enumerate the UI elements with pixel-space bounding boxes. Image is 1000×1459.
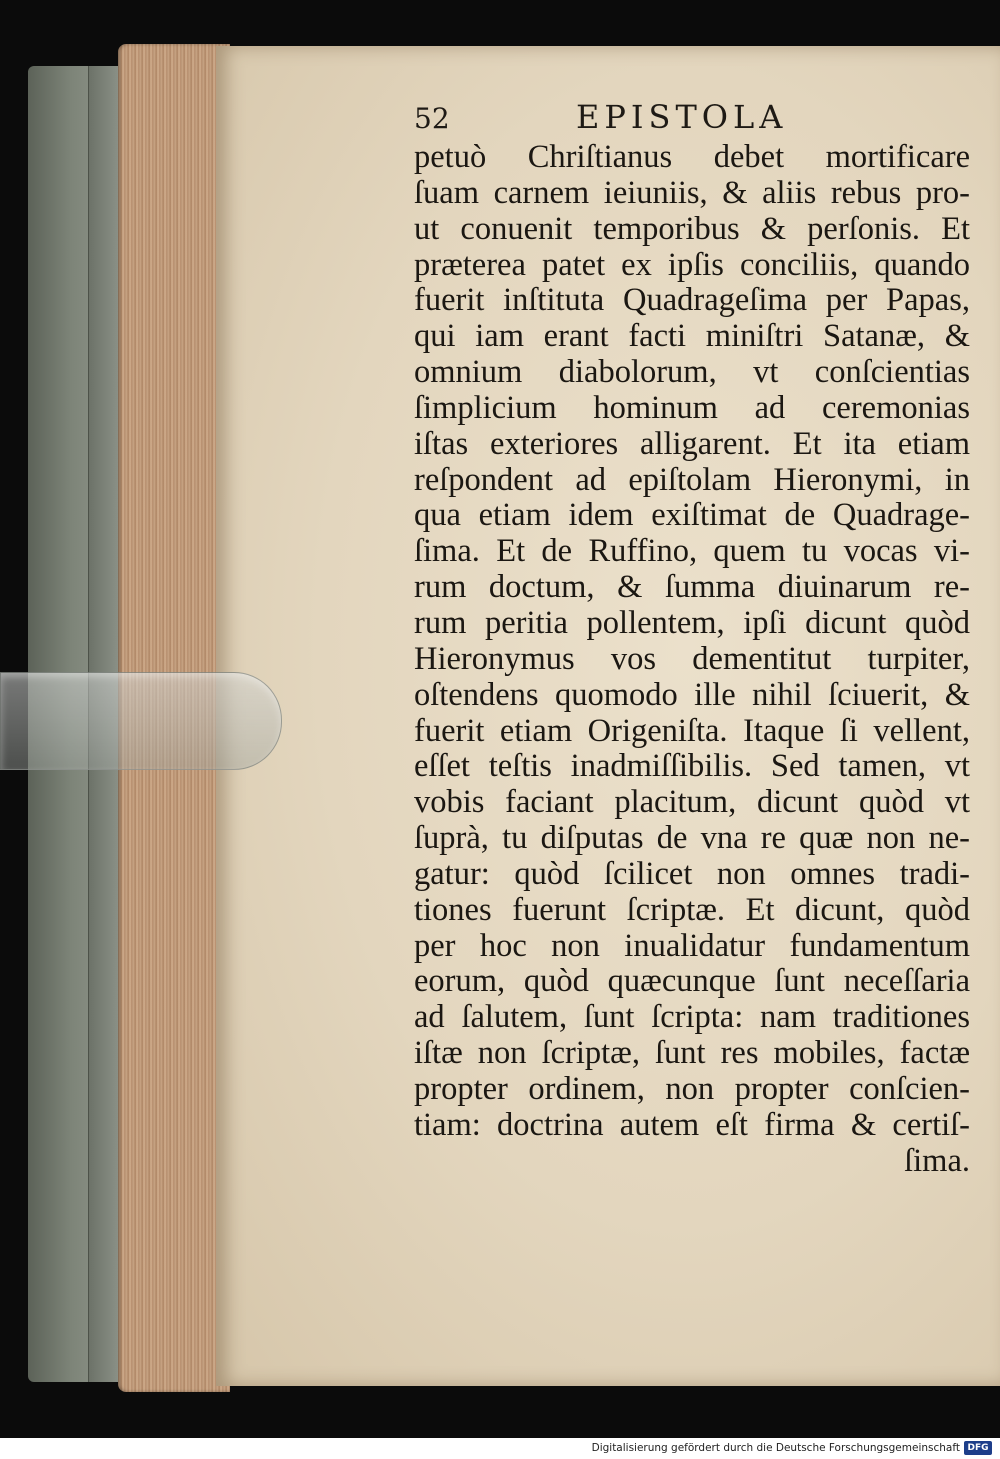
text-line: oſtendens quomodo ille nihil ſciuerit, & [414,676,970,713]
text-line: eſſet teſtis inadmiſſibilis. Sed tamen, vt [414,748,970,785]
text-line: propter ordinem, non propter conſcien- [414,1070,970,1107]
text-line: eorum, quòd quæcunque ſunt neceſſaria [414,963,970,1000]
text-line: vobis faciant placitum, dicunt quòd vt [414,784,970,821]
text-line: tiam: doctrina autem eſt firma & certiſ- [414,1106,970,1143]
page-number: 52 [414,102,450,135]
text-line: iſtæ non ſcriptæ, ſunt res mobiles, factæ [414,1035,970,1072]
text-line: fuerit etiam Origeniſta. Itaque ſi vellent, [414,712,970,749]
text-line: tiones fuerunt ſcriptæ. Et dicunt, quòd [414,891,970,928]
text-line: ut conuenit temporibus & perſonis. Et [414,210,970,247]
plastic-clip [0,672,282,770]
text-line: ſuprà, tu diſputas de vna re quæ non ne- [414,820,970,857]
text-line: ſima. Et de Ruffino, quem tu vocas vi- [414,533,970,570]
text-line: rum doctum, & ſumma diuinarum re- [414,569,970,606]
text-line: qua etiam idem exiſtimat de Quadrage- [414,497,970,534]
text-line: petuò Chriſtianus debet mortificare [414,139,970,175]
text-line: gatur: quòd ſcilicet non omnes tradi- [414,855,970,892]
text-line: per hoc non inualidatur fundamentum [414,927,970,964]
text-line: ſuam carnem ieiuniis, & aliis rebus pro- [414,174,970,211]
footer-bar [0,1438,1000,1459]
text-line: rum peritia pollentem, ipſi dicunt quòd [414,604,970,641]
text-line: reſpondent ad epiſtolam Hieronymi, in [414,461,970,498]
text-line: iſtas exteriores alligarent. Et ita etiam [414,425,970,462]
text-line: præterea patet ex ipſis conciliis, quando [414,246,970,283]
text-line: ad ſalutem, ſunt ſcripta: nam traditiones [414,999,970,1036]
running-title: EPISTOLA [576,98,788,136]
text-line: Hieronymus vos dementitut turpiter, [414,640,970,677]
text-line: omnium diabolorum, vt conſcientias [414,354,970,391]
text-line-final: ſima. [904,1142,970,1179]
text-line: qui iam erant facti miniſtri Satanæ, & [414,318,970,355]
text-line: fuerit inſtituta Quadrageſima per Papas, [414,282,970,319]
text-line: ſimplicium hominum ad ceremonias [414,389,970,426]
dfg-logo: DFG [964,1441,992,1455]
funding-credit: Digitalisierung gefördert durch die Deutsche Forschungsgemeinschaft [591,1442,960,1454]
body-text [414,140,970,1179]
